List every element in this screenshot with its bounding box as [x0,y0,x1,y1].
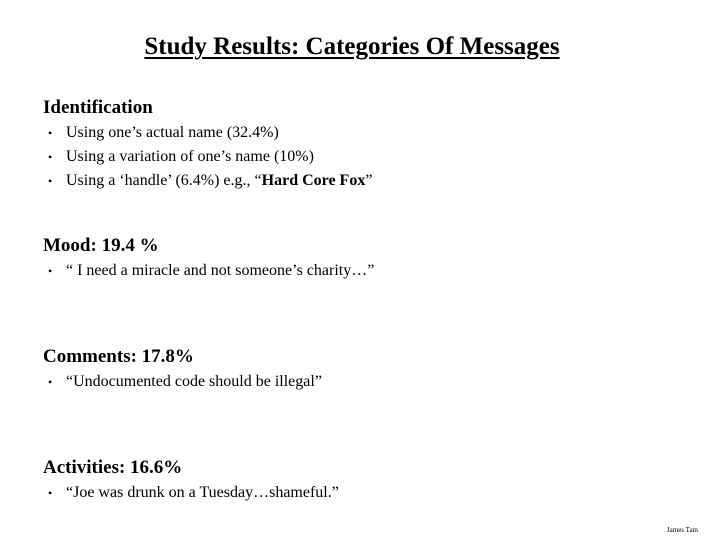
section-heading: Mood: 19.4 % [43,235,159,256]
list-item [43,481,683,505]
list-item [43,169,683,193]
list-item-text-suffix: ” [365,172,373,189]
list-item [43,370,683,394]
bullet-icon: • [48,126,53,140]
section-identification [43,97,683,193]
bullet-list [43,121,683,193]
bullet-icon: • [48,375,53,389]
bullet-icon: • [48,486,53,500]
list-item [43,145,683,169]
section-heading: Comments: 17.8% [43,346,194,367]
bullet-icon: • [48,174,53,188]
list-item-text: “ I need a miracle and not someone’s charity…” [66,262,375,279]
list-item [43,121,683,145]
list-item-text: “Joe was drunk on a Tuesday…shameful.” [66,484,339,501]
section-mood [43,235,683,283]
section-comments [43,346,683,394]
list-item-text: Using one’s actual name (32.4%) [66,124,279,141]
handle-example: Hard Core Fox [261,172,366,189]
list-item-text: Using a variation of one’s name (10%) [66,148,314,165]
footer-author: James Tam [666,526,698,534]
list-item-text-prefix: Using a ‘handle’ (6.4%) e.g., “ [66,172,262,189]
bullet-list [43,481,683,505]
bullet-list [43,370,683,394]
section-heading: Identification [43,97,153,118]
section-heading: Activities: 16.6% [43,457,183,478]
list-item-text: “Undocumented code should be illegal” [66,373,322,390]
bullet-list [43,259,683,283]
bullet-icon: • [48,150,53,164]
list-item [43,259,683,283]
slide-title: Study Results: Categories Of Messages [144,33,560,60]
section-activities [43,457,683,505]
bullet-icon: • [48,264,53,278]
